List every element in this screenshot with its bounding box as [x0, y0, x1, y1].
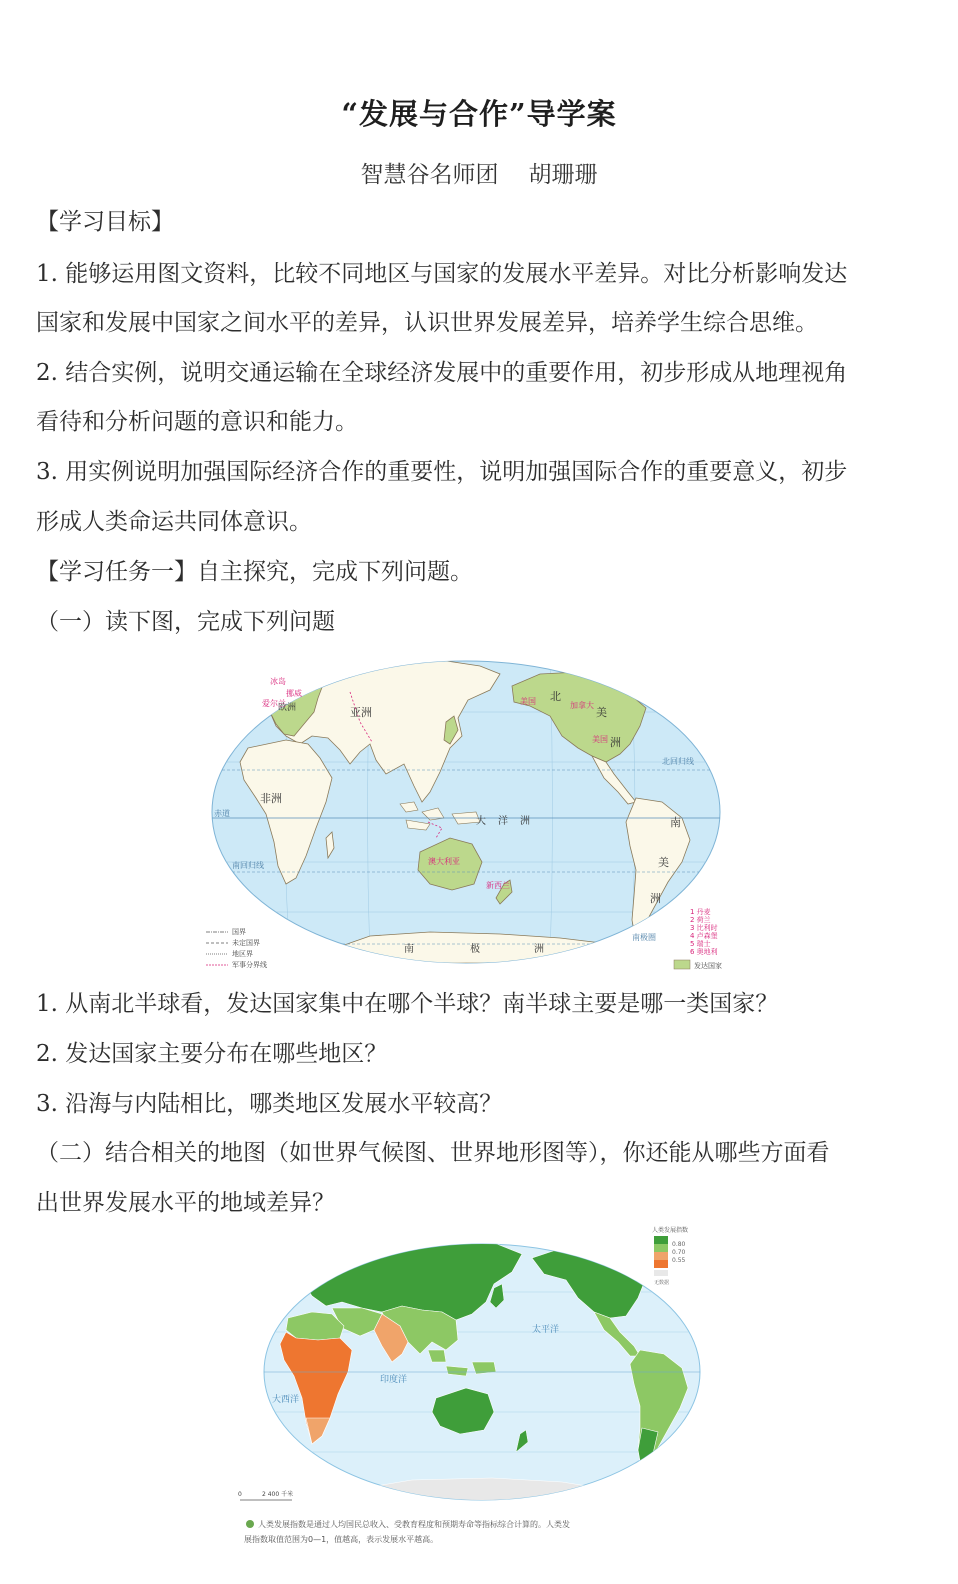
- map1-australia: 澳大利亚: [428, 857, 460, 866]
- map1-africa-label: 非洲: [260, 792, 282, 805]
- map1-europe-label: 欧洲: [278, 703, 297, 713]
- map1-tropic-cancer-label: 北回归线: [662, 757, 694, 766]
- legend-developed-label: 发达国家: [694, 962, 722, 970]
- map1-sa-3: 洲: [650, 892, 661, 905]
- legend-region-border: 地区界: [232, 950, 253, 958]
- hdi-ocean-indian: 印度洋: [380, 1375, 408, 1385]
- question-2: 2. 发达国家主要分布在哪些地区？: [36, 1041, 388, 1067]
- legend-military-line: 军事分界线: [232, 961, 267, 969]
- hdi-note: [244, 1519, 570, 1545]
- hdi-scale-km: 2 400 千米: [262, 1491, 294, 1498]
- hdi-legend-070: 0.70: [672, 1249, 686, 1256]
- hdi-legend: [652, 1226, 688, 1286]
- hdi-note-line-1: 人类发展指数是通过人均国民总收入、受教育程度和预期寿命等指标综合计算的。人类发: [258, 1520, 570, 1529]
- map1-an-2: 极: [470, 944, 480, 955]
- map1-ireland: 爱尔兰: [262, 699, 286, 708]
- hdi-scale-zero: 0: [238, 1491, 242, 1498]
- author-name: 胡珊珊: [528, 162, 598, 188]
- legend-country-6: 6 奥地利: [690, 948, 718, 956]
- map1-iceland: 冰岛: [270, 677, 286, 686]
- map1-an-3: 洲: [534, 944, 544, 955]
- legend-national-border: 国界: [232, 928, 246, 936]
- document-author: [0, 156, 958, 189]
- task1-part1: （一）读下图，完成下列问题: [36, 609, 335, 635]
- map1-oc-3: 洲: [520, 816, 530, 827]
- map1-an-1: 南: [404, 944, 414, 955]
- map1-equator-label: 赤道: [214, 809, 230, 818]
- map1-tropic-capricorn-label: 南回归线: [232, 861, 264, 870]
- map1-na-2: 美: [596, 706, 607, 719]
- map1-oc-2: 洋: [498, 816, 508, 827]
- goal-line: 2. 结合实例，说明交通运输在全球经济发展中的重要作用，初步形成从地理视角: [36, 360, 848, 386]
- map1-na-1: 北: [550, 690, 561, 703]
- legend-undetermined-border: 未定国界: [232, 939, 260, 947]
- goals-heading: 【学习目标】: [36, 209, 174, 235]
- part2-line: （二）结合相关的地图（如世界气候图、世界地形图等），你还能从哪些方面看: [36, 1140, 830, 1166]
- goal-line: 3. 用实例说明加强国际经济合作的重要性，说明加强国际合作的重要意义，初步: [36, 459, 848, 485]
- hdi-note-line-2: 展指数取值范围为0—1，值越高，表示发展水平越高。: [244, 1535, 439, 1544]
- map1-sa-1: 南: [670, 816, 681, 829]
- hdi-legend-080: 0.80: [672, 1241, 686, 1248]
- map1-usa-alaska: 美国: [520, 697, 536, 706]
- map1-antarctic-circle-label: 南极圈: [632, 933, 656, 942]
- author-group: 智慧谷名师团: [360, 162, 499, 188]
- hdi-ocean-atlantic: 大西洋: [272, 1395, 300, 1405]
- hdi-scale: [238, 1490, 293, 1500]
- hdi-map: [232, 1222, 712, 1580]
- task1-heading: 【学习任务一】自主探究，完成下列问题。: [36, 559, 473, 585]
- goal-line: 看待和分析问题的意识和能力。: [36, 409, 358, 435]
- hdi-legend-nodata: 无数据: [654, 1280, 670, 1286]
- map1-new-zealand: 新西兰: [486, 881, 510, 890]
- map1-usa: 美国: [592, 735, 608, 744]
- legend-country-5: 5 瑞士: [690, 940, 711, 948]
- goal-line: 1. 能够运用图文资料，比较不同地区与国家的发展水平差异。对比分析影响发达: [36, 261, 848, 287]
- map1-developed-legend: [674, 960, 722, 970]
- map1-line-legend: [206, 927, 267, 969]
- goal-line: 国家和发展中国家之间水平的差异，认识世界发展差异，培养学生综合思维。: [36, 310, 818, 336]
- map1-sa-2: 美: [658, 856, 669, 869]
- hdi-legend-title: 人类发展指数: [652, 1227, 689, 1234]
- part2-line: 出世界发展水平的地域差异？: [36, 1190, 335, 1216]
- legend-country-1: 1 丹麦: [690, 908, 711, 916]
- document-title: “发展与合作”导学案: [341, 97, 617, 131]
- question-3: 3. 沿海与内陆相比，哪类地区发展水平较高？: [36, 1091, 503, 1117]
- map1-oc-1: 大: [476, 816, 486, 827]
- hdi-ocean-pacific: 太平洋: [532, 1325, 560, 1335]
- legend-country-3: 3 比利时: [690, 924, 718, 932]
- legend-country-4: 4 卢森堡: [690, 932, 718, 940]
- map1-na-3: 洲: [610, 736, 621, 749]
- hdi-map-svg: [232, 1222, 712, 1580]
- question-1: 1. 从南北半球看，发达国家集中在哪个半球？南半球主要是哪一类国家？: [36, 991, 779, 1017]
- greenland: [620, 658, 686, 696]
- map1-norway: 挪威: [286, 689, 302, 698]
- hdi-legend-055: 0.55: [672, 1257, 686, 1264]
- legend-country-2: 2 荷兰: [690, 916, 711, 924]
- developed-countries-map: [200, 652, 740, 978]
- map1-canada: 加拿大: [570, 701, 594, 710]
- map1-country-legend: [690, 907, 718, 956]
- goal-line: 形成人类命运共同体意识。: [36, 509, 312, 535]
- map1-asia-label: 亚洲: [350, 706, 372, 719]
- developed-countries-map-svg: [200, 652, 740, 978]
